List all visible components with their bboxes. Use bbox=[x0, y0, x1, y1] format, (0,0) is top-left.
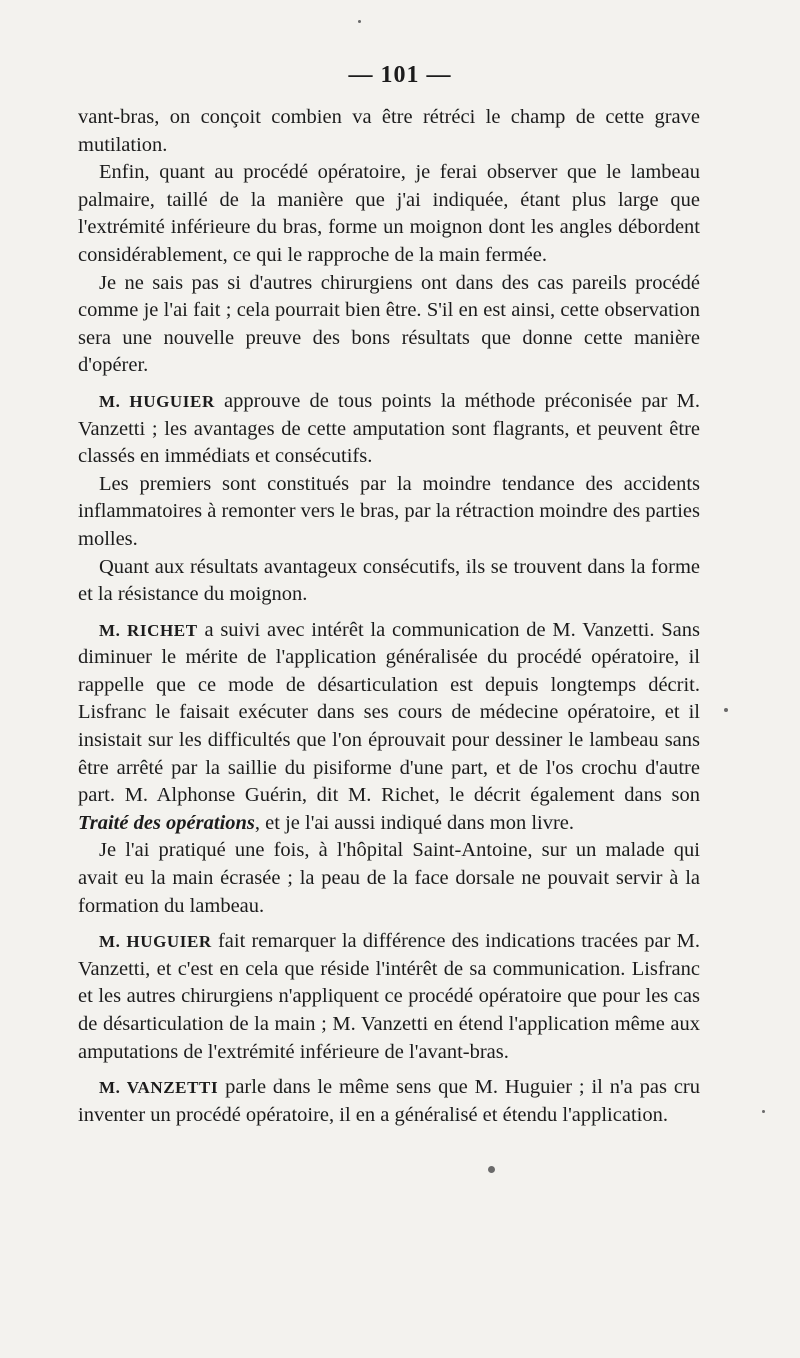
paragraph-text: parle dans le même sens que M. Huguier ; il n'a pas cru inventer un procédé opératoire, il en a généralisé et étendu l'application. bbox=[78, 1076, 700, 1126]
body-text bbox=[78, 104, 700, 1129]
paragraph: Les premiers sont constitués par la moindre tendance des accidents inflammatoires à remonter vers le bras, par la rétraction moindre des parties molles. bbox=[78, 472, 700, 550]
speaker-paragraph bbox=[78, 1074, 700, 1129]
paragraph: Enfin, quant au procédé opératoire, je ferai observer que le lambeau palmaire, taillé de la manière que j'ai indiquée, étant plus large que l'extrémité inférieure du bras, forme un moignon dont les angles débordent considérablement, ce qui le rapproche de la main fermée. bbox=[78, 161, 700, 266]
scan-speck bbox=[358, 20, 361, 23]
page-number: — 101 — bbox=[348, 62, 452, 88]
paragraph-text: fait remarquer la différence des indications tracées par M. Vanzetti, et c'est en cela que réside l'intérêt de sa communication. Lisfranc et les autres chirurgiens n'appliquent ce procédé opératoire que pour les cas de désarticulation de la main ; M. Vanzetti en étend l'application même aux amputations de l'extrémité inférieure de l'avant-bras. bbox=[78, 930, 700, 1063]
scan-speck bbox=[488, 1166, 495, 1173]
speaker-paragraph bbox=[78, 388, 700, 471]
paragraph-text: a suivi avec intérêt la communication de M. Vanzetti. Sans diminuer le mérite de l'application généralisée du procédé opératoire, il rappelle que ce mode de désarticulation est depuis longtemps décrit. Lisfranc le faisait exécuter dans ses cours de médecine opératoire, et il insistait sur les difficultés que l'on éprouvait pour dessiner le lambeau sans être arrêté par la saillie du pisiforme d'une part, et de l'os crochu d'autre part. M. Alphonse Guérin, dit M. Richet, le décrit également dans son bbox=[78, 618, 700, 807]
paragraph-text: approuve de tous points la méthode préconisée par M. Vanzetti ; les avantages de cette amputation sont flagrants, et peuvent être classés en immédiats et consécutifs. bbox=[78, 389, 700, 468]
book-title: Traité des opérations bbox=[78, 811, 255, 834]
paragraph: Je ne sais pas si d'autres chirurgiens ont dans des cas pareils procédé comme je l'ai fait ; cela pourrait bien être. S'il en est ainsi, cette observation sera une nouvelle preuve des bons résultats que donne cette manière d'opérer. bbox=[78, 271, 700, 377]
speaker-name: M. HUGUIER bbox=[99, 391, 215, 411]
scan-speck bbox=[762, 1110, 765, 1113]
speaker-paragraph bbox=[78, 928, 700, 1066]
speaker-name: M. HUGUIER bbox=[99, 932, 212, 952]
paragraph: Quant aux résultats avantageux consécutifs, ils se trouvent dans la forme et la résistance du moignon. bbox=[78, 555, 700, 606]
paragraph-text: , et je l'ai aussi indiqué dans mon livre. bbox=[254, 811, 575, 834]
speaker-paragraph bbox=[78, 617, 700, 838]
paragraph: vant-bras, on conçoit combien va être rétréci le champ de cette grave mutilation. bbox=[78, 106, 700, 156]
speaker-name: M. VANZETTI bbox=[99, 1078, 219, 1098]
paragraph: Je l'ai pratiqué une fois, à l'hôpital Saint-Antoine, sur un malade qui avait eu la main écrasée ; la peau de la face dorsale ne pouvait servir à la formation du lambeau. bbox=[78, 839, 700, 917]
speaker-name: M. RICHET bbox=[99, 620, 198, 640]
scan-speck bbox=[724, 708, 728, 712]
